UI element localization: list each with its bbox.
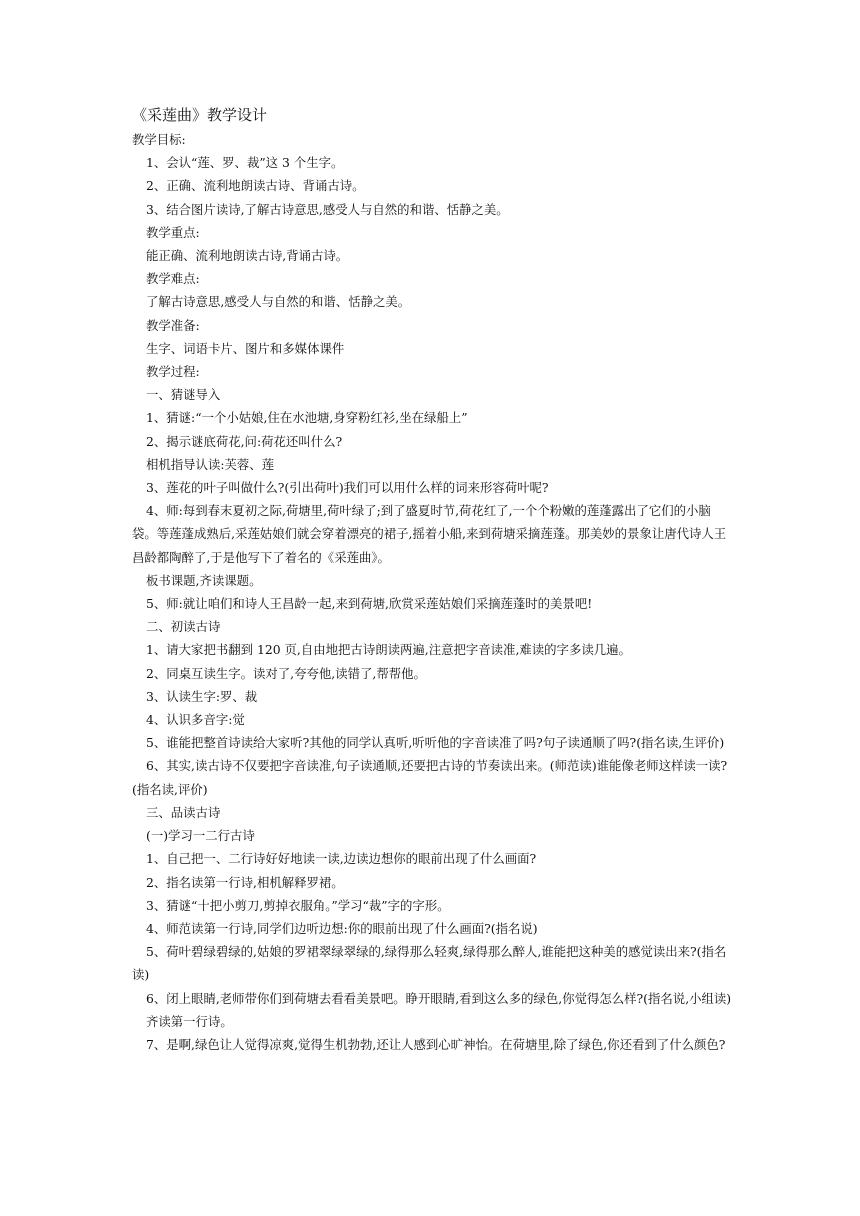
text-line: 2、同桌互读生字。读对了,夸夸他,读错了,帮帮他。 — [146, 665, 426, 681]
text-line: 教学准备: — [146, 317, 200, 333]
text-line: 板书课题,齐读课题。 — [146, 572, 262, 588]
text-line: 生字、词语卡片、图片和多媒体课件 — [146, 340, 345, 356]
text-line: 1、猜谜:“一个小姑娘,住在水池塘,身穿粉红衫,坐在绿船上” — [146, 410, 468, 426]
text-line: 4、认识多音字:觉 — [146, 712, 245, 728]
text-line: (一)学习一二行古诗 — [146, 828, 255, 844]
document-title: 《采莲曲》教学设计 — [132, 106, 268, 124]
text-line: 1、请大家把书翻到 120 页,自由地把古诗朗读两遍,注意把字音读准,难读的字多读几遍。 — [146, 642, 631, 658]
text-line: 教学过程: — [146, 364, 200, 380]
text-line: 2、指名读第一行诗,相机解释罗裙。 — [146, 874, 344, 890]
text-line: 一、猜谜导入 — [146, 387, 221, 403]
text-line: 3、结合图片读诗,了解古诗意思,感受人与自然的和谐、恬静之美。 — [146, 201, 509, 217]
text-line: 二、初读古诗 — [146, 619, 221, 635]
text-line: 教学重点: — [146, 224, 200, 240]
text-line: 三、品读古诗 — [146, 804, 221, 820]
text-line: 1、自己把一、二行诗好好地读一读,边读边想你的眼前出现了什么画面? — [146, 851, 537, 867]
text-line: 相机指导认读:芙蓉、莲 — [146, 456, 275, 472]
text-line: 7、是啊,绿色让人觉得凉爽,觉得生机勃勃,还让人感到心旷神怡。在荷塘里,除了绿色,你还看到了什么颜色? — [146, 1036, 726, 1052]
text-line: 6、其实,读古诗不仅要把字音读准,句子读通顺,还要把古诗的节奏读出来。(师范读)谁能像老师这样读一读?(指名读,评价) — [132, 758, 728, 797]
text-line: 5、荷叶碧绿碧绿的,姑娘的罗裙翠绿翠绿的,绿得那么轻爽,绿得那么醉人,谁能把这种美的感觉读出来?(指名读) — [132, 944, 727, 983]
text-line: 2、揭示谜底荷花,问:荷花还叫什么? — [146, 433, 343, 449]
text-line: 3、莲花的叶子叫做什么?(引出荷叶)我们可以用什么样的词来形容荷叶呢? — [146, 480, 549, 496]
text-line: 1、会认“莲、罗、裁”这 3 个生字。 — [146, 155, 344, 171]
text-line: 5、谁能把整首诗读给大家听?其他的同学认真听,听听他的字音读准了吗?句子读通顺了吗?(指名读,生评价) — [146, 735, 725, 751]
text-line: 3、认读生字:罗、裁 — [146, 688, 258, 704]
text-line: 4、师:每到春末夏初之际,荷塘里,荷叶绿了;到了盛夏时节,荷花红了,一个个粉嫩的莲蓬露出了它们的小脑袋。等莲蓬成熟后,采莲姑娘们就会穿着漂亮的裙子,摇着小船,来到荷塘采摘莲蓬。那美妙的景象让唐代诗人王昌龄都陶醉了,于是他写下了着名的《采莲曲》。 — [132, 503, 727, 565]
text-line: 4、师范读第一行诗,同学们边听边想:你的眼前出现了什么画面?(指名说) — [146, 920, 538, 936]
text-line: 能正确、流利地朗读古诗,背诵古诗。 — [146, 248, 349, 264]
text-line: 6、闭上眼睛,老师带你们到荷塘去看看美景吧。睁开眼睛,看到这么多的绿色,你觉得怎么样?(指名说,小组读) — [146, 990, 732, 1006]
text-line: 2、正确、流利地朗读古诗、背诵古诗。 — [146, 178, 365, 194]
text-line: 齐读第一行诗。 — [146, 1013, 233, 1029]
text-line: 3、猜谜“十把小剪刀,剪掉衣服角。”学习“裁”字的字形。 — [146, 897, 450, 913]
document-body — [132, 128, 732, 1056]
text-line: 教学目标: — [132, 132, 186, 147]
text-line: 教学难点: — [146, 271, 200, 287]
text-line: 5、师:就让咱们和诗人王昌龄一起,来到荷塘,欣赏采莲姑娘们采摘莲蓬时的美景吧! — [146, 596, 593, 612]
text-line: 了解古诗意思,感受人与自然的和谐、恬静之美。 — [146, 294, 411, 310]
